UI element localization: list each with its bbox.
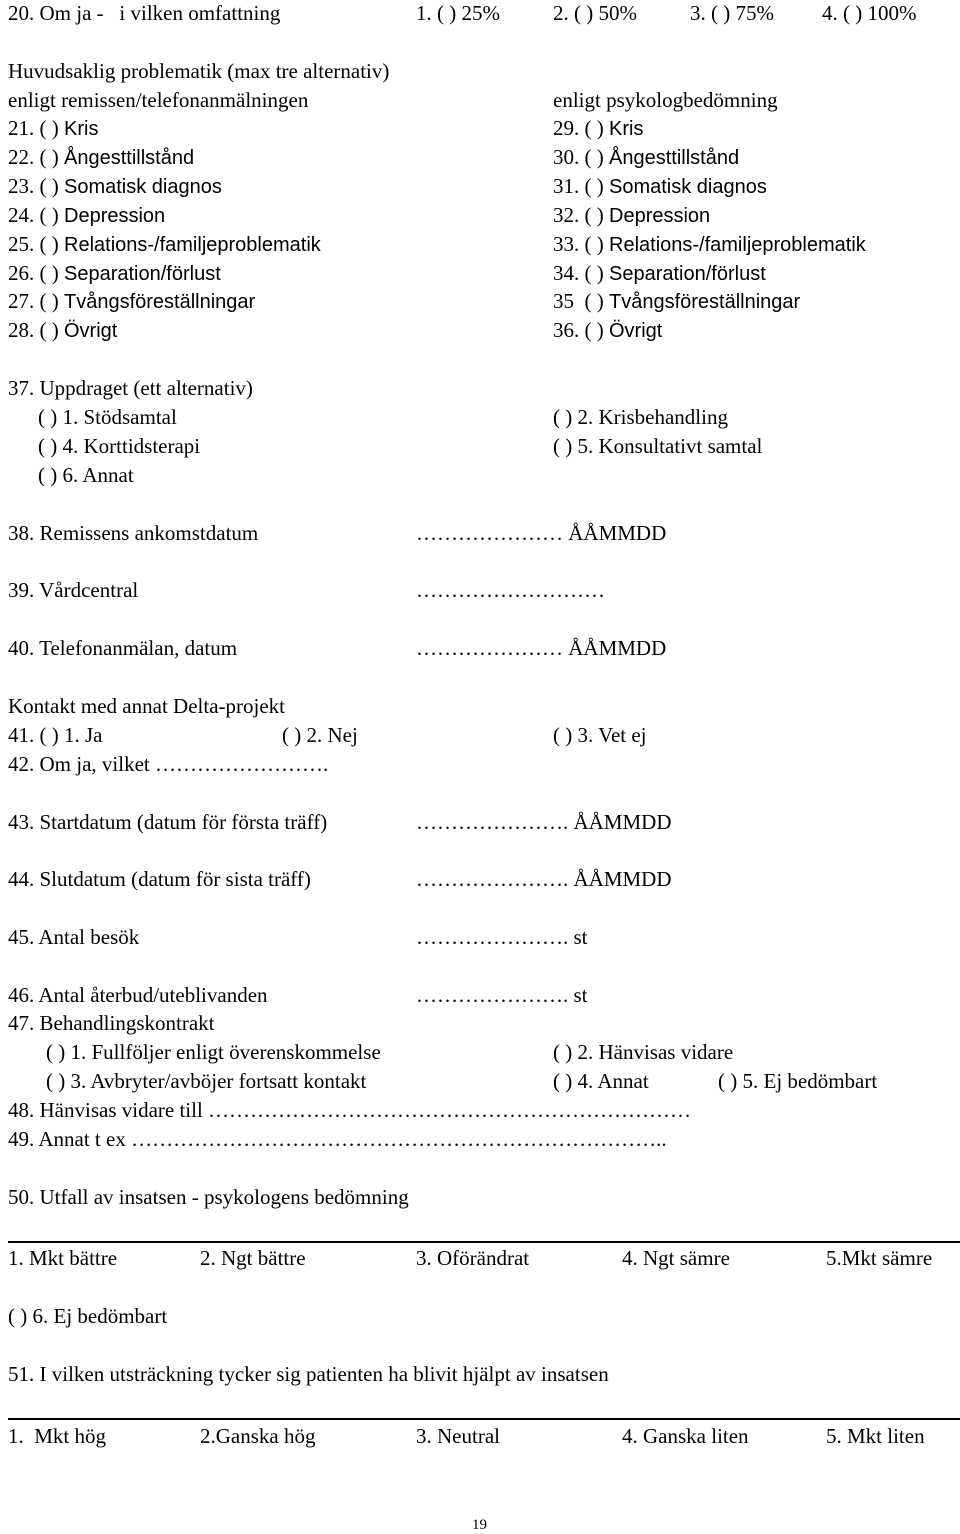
q50-scale-1[interactable]: 1. Mkt bättre bbox=[8, 1246, 118, 1270]
q47-label: 47. Behandlingskontrakt bbox=[8, 1011, 215, 1035]
list-item[interactable]: 36. ( ) Övrigt bbox=[553, 318, 663, 342]
q51-scale-2[interactable]: 2.Ganska hög bbox=[200, 1424, 316, 1448]
list-item[interactable]: 26. ( ) Separation/förlust bbox=[8, 261, 221, 285]
q37-option-stodsamtal[interactable]: ( ) 1. Stödsamtal bbox=[38, 405, 177, 429]
q44-label: 44. Slutdatum (datum för sista träff) bbox=[8, 867, 311, 891]
list-item[interactable]: 23. ( ) Somatisk diagnos bbox=[8, 174, 222, 198]
q41-option-vet-ej[interactable]: ( ) 3. Vet ej bbox=[553, 723, 647, 747]
problem-left-heading: enligt remissen/telefonanmälningen bbox=[8, 88, 309, 112]
q51-scale-1[interactable]: 1. Mkt hög bbox=[8, 1424, 107, 1448]
q20-option-100[interactable]: 4. ( ) 100% bbox=[822, 1, 917, 25]
q41-option-ja[interactable]: 41. ( ) 1. Ja bbox=[8, 723, 103, 747]
q50-scale-2[interactable]: 2. Ngt bättre bbox=[200, 1246, 306, 1270]
q37-label: 37. Uppdraget (ett alternativ) bbox=[8, 376, 253, 400]
q41-option-nej[interactable]: ( ) 2. Nej bbox=[282, 723, 358, 747]
list-item[interactable]: 30. ( ) Ångesttillstånd bbox=[553, 145, 740, 169]
list-item[interactable]: 24. ( ) Depression bbox=[8, 203, 166, 227]
q47-option-annat[interactable]: ( ) 4. Annat bbox=[553, 1069, 649, 1093]
q46-label: 46. Antal återbud/uteblivanden bbox=[8, 983, 268, 1007]
problem-heading: Huvudsaklig problematik (max tre alternativ) bbox=[8, 59, 390, 83]
list-item[interactable]: 32. ( ) Depression bbox=[553, 203, 711, 227]
list-item[interactable]: 29. ( ) Kris bbox=[553, 116, 644, 140]
list-item[interactable]: 21. ( ) Kris bbox=[8, 116, 99, 140]
list-item[interactable]: 25. ( ) Relations-/familjeproblematik bbox=[8, 232, 321, 256]
page-number: 19 bbox=[472, 1517, 487, 1533]
q38-date-field[interactable]: ………………… ÅÅMMDD bbox=[416, 521, 667, 545]
list-item[interactable]: 27. ( ) Tvångsföreställningar bbox=[8, 289, 256, 313]
q20-option-75[interactable]: 3. ( ) 75% bbox=[690, 1, 774, 25]
q47-option-fullfoljer[interactable]: ( ) 1. Fullföljer enligt överenskommelse bbox=[46, 1040, 381, 1064]
q45-field[interactable]: …………………. st bbox=[416, 925, 588, 949]
q51-scale-5[interactable]: 5. Mkt liten bbox=[826, 1424, 925, 1448]
problem-right-heading: enligt psykologbedömning bbox=[553, 88, 778, 112]
q37-option-annat[interactable]: ( ) 6. Annat bbox=[38, 463, 134, 487]
q44-date-field[interactable]: …………………. ÅÅMMDD bbox=[416, 867, 672, 891]
q46-field[interactable]: …………………. st bbox=[416, 983, 588, 1007]
q47-option-hanvisas[interactable]: ( ) 2. Hänvisas vidare bbox=[553, 1040, 734, 1064]
q51-scale-line bbox=[8, 1418, 960, 1420]
q47-option-ej-bedombart[interactable]: ( ) 5. Ej bedömbart bbox=[718, 1069, 878, 1093]
q38-label: 38. Remissens ankomstdatum bbox=[8, 521, 259, 545]
q20-option-50[interactable]: 2. ( ) 50% bbox=[553, 1, 637, 25]
q51-label: 51. I vilken utsträckning tycker sig patienten ha blivit hjälpt av insatsen bbox=[8, 1362, 609, 1386]
q43-label: 43. Startdatum (datum för första träff) bbox=[8, 810, 328, 834]
list-item[interactable]: 22. ( ) Ångesttillstånd bbox=[8, 145, 195, 169]
q45-label: 45. Antal besök bbox=[8, 925, 140, 949]
q50-scale-5[interactable]: 5.Mkt sämre bbox=[826, 1246, 933, 1270]
list-item[interactable]: 34. ( ) Separation/förlust bbox=[553, 261, 766, 285]
q20-label: 20. Om ja - i vilken omfattning bbox=[8, 1, 281, 25]
q50-option-ej-bedombart[interactable]: ( ) 6. Ej bedömbart bbox=[8, 1304, 168, 1328]
q51-scale-3[interactable]: 3. Neutral bbox=[416, 1424, 500, 1448]
q49-field[interactable]: 49. Annat t ex ………………………………………………………………….. bbox=[8, 1127, 667, 1151]
list-item[interactable]: 33. ( ) Relations-/familjeproblematik bbox=[553, 232, 866, 256]
q39-field[interactable]: ……………………… bbox=[416, 578, 605, 602]
q43-date-field[interactable]: …………………. ÅÅMMDD bbox=[416, 810, 672, 834]
q50-label: 50. Utfall av insatsen - psykologens bedömning bbox=[8, 1185, 409, 1209]
q50-scale-3[interactable]: 3. Oförändrat bbox=[416, 1246, 530, 1270]
q40-label: 40. Telefonanmälan, datum bbox=[8, 636, 238, 660]
q40-date-field[interactable]: ………………… ÅÅMMDD bbox=[416, 636, 667, 660]
q51-scale-4[interactable]: 4. Ganska liten bbox=[622, 1424, 749, 1448]
list-item[interactable]: 31. ( ) Somatisk diagnos bbox=[553, 174, 767, 198]
delta-heading: Kontakt med annat Delta-projekt bbox=[8, 694, 285, 718]
q42-field[interactable]: 42. Om ja, vilket ……………………. bbox=[8, 752, 329, 776]
q20-option-25[interactable]: 1. ( ) 25% bbox=[416, 1, 500, 25]
q50-scale-line bbox=[8, 1241, 960, 1243]
q48-field[interactable]: 48. Hänvisas vidare till …………………………………………………………… bbox=[8, 1098, 692, 1122]
q39-label: 39. Vårdcentral bbox=[8, 578, 139, 602]
q50-scale-4[interactable]: 4. Ngt sämre bbox=[622, 1246, 730, 1270]
list-item[interactable]: 35 ( ) Tvångsföreställningar bbox=[553, 289, 801, 313]
q47-option-avbryter[interactable]: ( ) 3. Avbryter/avböjer fortsatt kontakt bbox=[46, 1069, 367, 1093]
q37-option-krisbehandling[interactable]: ( ) 2. Krisbehandling bbox=[553, 405, 728, 429]
q37-option-konsultativt[interactable]: ( ) 5. Konsultativt samtal bbox=[553, 434, 763, 458]
list-item[interactable]: 28. ( ) Övrigt bbox=[8, 318, 118, 342]
q37-option-korttidsterapi[interactable]: ( ) 4. Korttidsterapi bbox=[38, 434, 201, 458]
